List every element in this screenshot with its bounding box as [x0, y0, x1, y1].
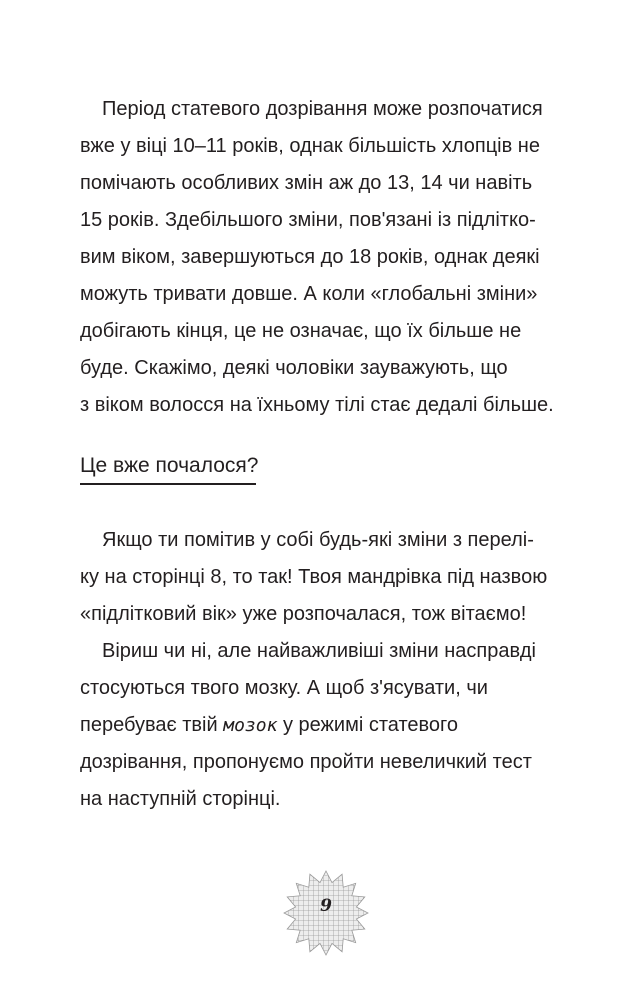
- text-line: на наступній сторінці.: [80, 788, 281, 810]
- text-line: можуть тривати довше. А коли «глобальні зміни»: [80, 283, 538, 305]
- heading-underline: [80, 483, 256, 485]
- text-line: Віриш чи ні, але найважливіші зміни насправді: [102, 640, 536, 662]
- handwritten-word: мозок: [223, 715, 278, 736]
- text-line: дозрівання, пропонуємо пройти невеличкий тест: [80, 751, 532, 773]
- text-line: вже у віці 10–11 років, однак більшість хлопців не: [80, 135, 540, 157]
- text-line: стосуються твого мозку. А щоб з'ясувати, чи: [80, 677, 488, 699]
- text-line: «підлітковий вік» уже розпочалася, тож вітаємо!: [80, 603, 527, 625]
- text-segment: перебуває твій: [80, 714, 224, 736]
- text-line: [80, 713, 458, 738]
- text-line: помічають особливих змін аж до 13, 14 чи навіть: [80, 172, 533, 194]
- text-segment: у режимі статевого: [277, 714, 459, 736]
- text-line: 15 років. Здебільшого зміни, пов'язані із підлітко-: [80, 209, 536, 231]
- text-line: вим віком, завершуються до 18 років, однак деякі: [80, 246, 540, 268]
- text-line: ку на сторінці 8, то так! Твоя мандрівка під назвою: [80, 566, 548, 588]
- page-number: 9: [320, 896, 332, 916]
- text-line: добігають кінця, це не означає, що їх більше не: [80, 320, 522, 342]
- text-line: буде. Скажімо, деякі чоловіки зауважують, що: [80, 357, 508, 379]
- section-heading: Це вже почалося?: [80, 454, 259, 477]
- text-line: Якщо ти помітив у собі будь-які зміни з перелі-: [102, 529, 534, 551]
- text-line: Період статевого дозрівання може розпочатися: [102, 98, 543, 120]
- text-line: з віком волосся на їхньому тілі стає дедалі більше.: [80, 394, 554, 416]
